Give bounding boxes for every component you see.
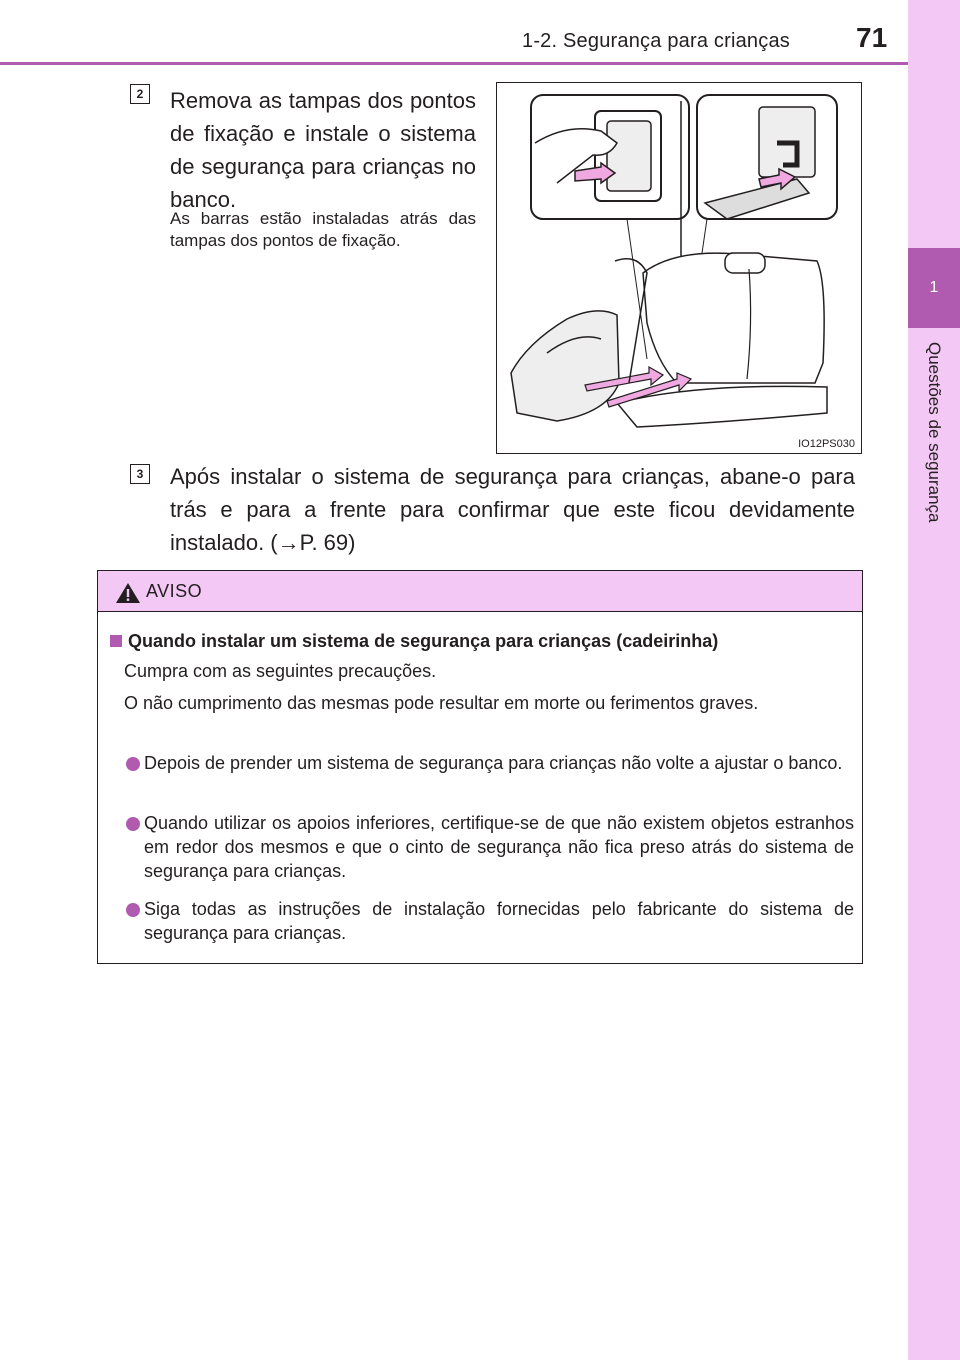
installation-illustration — [496, 82, 862, 454]
chapter-label: Questões de segurança — [925, 342, 944, 523]
section-title: 1-2. Segurança para crianças — [522, 30, 790, 52]
chapter-number: 1 — [929, 279, 939, 296]
chapter-number-tab[interactable] — [908, 248, 960, 328]
warning-heading: Quando instalar um sistema de segurança para crianças (cadeirinha) — [128, 631, 719, 651]
figure-code: IO12PS030 — [798, 438, 855, 450]
warning-item-2: Quando utilizar os apoios inferiores, certifique-se de que não existem objetos estranhos em redor dos mesmos e que o cinto de segurança não fica preso atrás do sistema de segurança para crianças. — [144, 813, 854, 881]
warning-para-2: O não cumprimento das mesmas pode resultar em morte ou ferimentos graves. — [124, 693, 759, 713]
bullet-dot-icon — [126, 903, 140, 917]
warning-item-1: Depois de prender um sistema de segurança para crianças não volte a ajustar o banco. — [144, 753, 843, 773]
warning-title: AVISO — [146, 581, 203, 601]
illustration-drawing — [497, 83, 861, 453]
step2-text: Remova as tampas dos pontos de fixação e instale o sistema de segurança para crianças no banco. — [170, 88, 476, 212]
warning-triangle-icon — [115, 582, 141, 604]
square-bullet-icon — [110, 635, 122, 647]
warning-para-1: Cumpra com as seguintes precauções. — [124, 661, 437, 681]
step-badge-3: 3 — [130, 464, 150, 484]
warning-header — [98, 571, 862, 612]
step-badge-2: 2 — [130, 84, 150, 104]
bullet-dot-icon — [126, 757, 140, 771]
bullet-dot-icon — [126, 817, 140, 831]
page-number: 71 — [856, 22, 888, 53]
warning-item-3: Siga todas as instruções de instalação fornecidas pelo fabricante do sistema de segurança para crianças. — [144, 899, 854, 943]
chapter-side-tab — [908, 0, 960, 1360]
header-divider — [0, 62, 908, 65]
warning-box — [97, 570, 863, 964]
step3-text: Após instalar o sistema de segurança para crianças, abane-o para trás e para a frente para confirmar que este ficou devidamente instalado. (→P. 69) — [170, 464, 855, 555]
step2-note: As barras estão instaladas atrás das tampas dos pontos de fixação. — [170, 209, 476, 250]
